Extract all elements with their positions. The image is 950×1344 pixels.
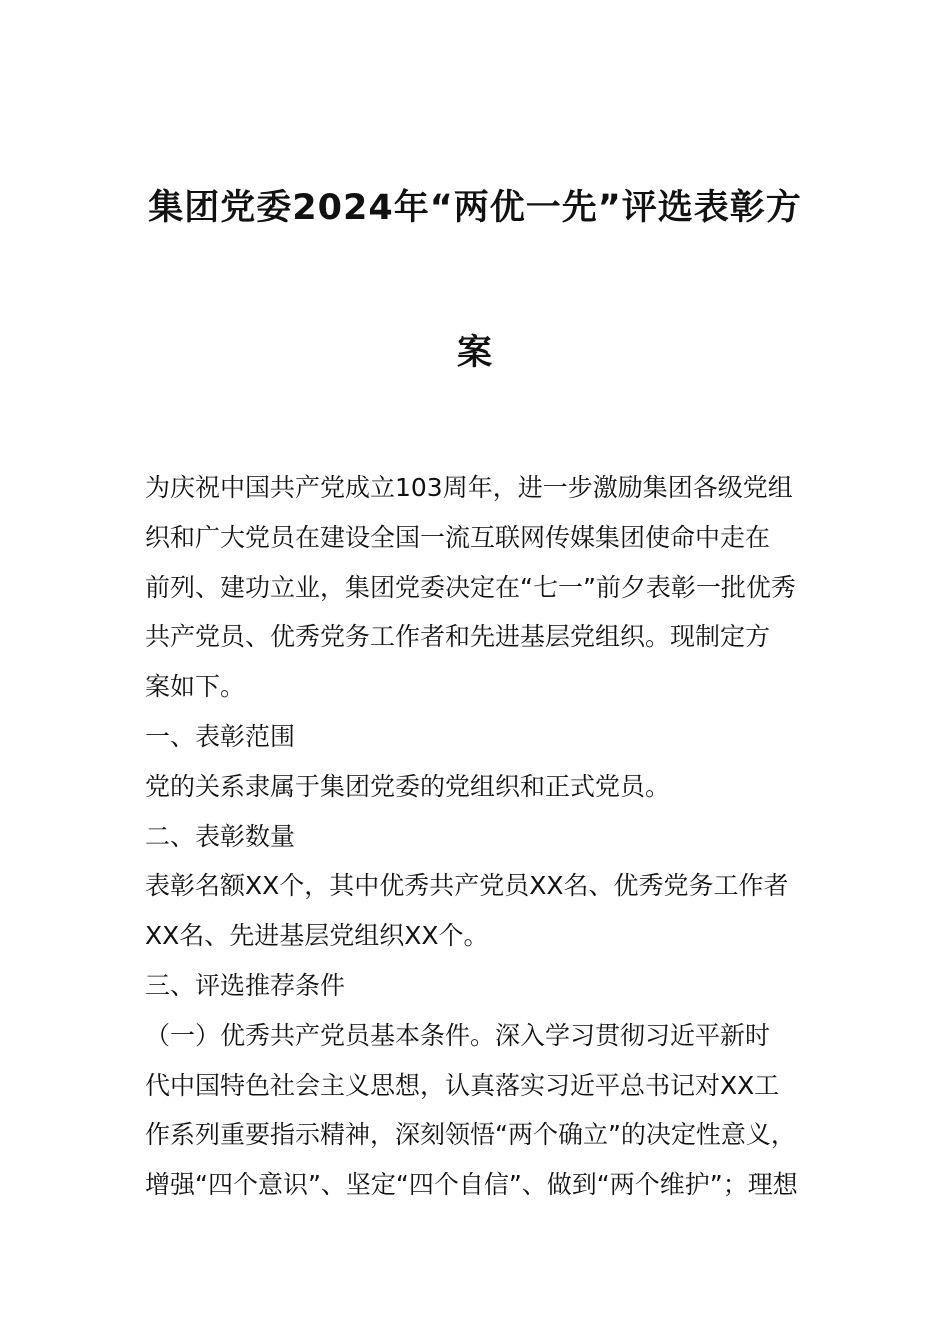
criteria-paragraph-line: 作系列重要指示精神，深刻领悟“两个确立”的决定性意义， [145, 1120, 796, 1150]
criteria-paragraph-line: 增强“四个意识”、坚定“四个自信”、做到“两个维护”；理想 [145, 1170, 798, 1200]
intro-paragraph-line: 案如下。 [145, 672, 246, 702]
intro-paragraph-line: 为庆祝中国共产党成立103周年，进一步激励集团各级党组 [145, 473, 793, 502]
criteria-paragraph-line: 代中国特色社会主义思想，认真落实习近平总书记对XX工 [145, 1070, 780, 1100]
criteria-paragraph-line: （一）优秀共产党员基本条件。深入学习贯彻习近平新时 [145, 1020, 771, 1050]
intro-paragraph-line: 共产党员、优秀党务工作者和先进基层党组织。现制定方 [145, 622, 771, 652]
document-title-line-2: 案 [456, 333, 493, 373]
document-title-line-1: 集团党委2024年“两优一先”评选表彰方 [148, 188, 802, 228]
section-heading-criteria: 三、评选推荐条件 [145, 970, 346, 1000]
quantity-paragraph-line: XX名、先进基层党组织XX个。 [145, 921, 489, 951]
quantity-paragraph-line: 表彰名额XX个，其中优秀共产党员XX名、优秀党务工作者 [145, 871, 789, 901]
document-body [145, 463, 810, 1210]
intro-paragraph-line: 前列、建功立业，集团党委决定在“七一”前夕表彰一批优秀 [145, 572, 796, 602]
scope-paragraph-line: 党的关系隶属于集团党委的党组织和正式党员。 [145, 771, 671, 801]
section-heading-quantity: 二、表彰数量 [145, 821, 296, 851]
intro-paragraph-line: 织和广大党员在建设全国一流互联网传媒集团使命中走在 [145, 522, 771, 552]
section-heading-scope: 一、表彰范围 [145, 721, 296, 751]
